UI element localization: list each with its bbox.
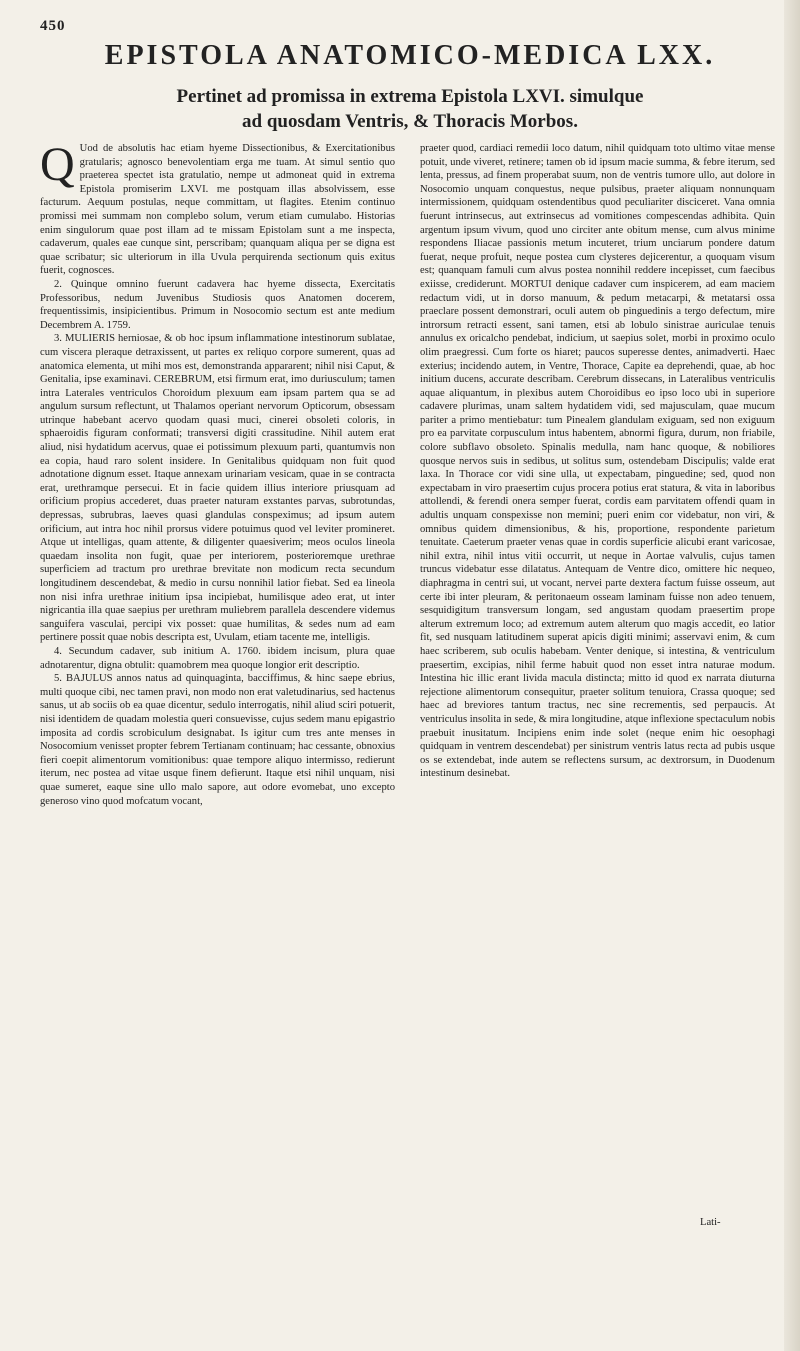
drop-cap: Q — [40, 138, 75, 191]
subtitle — [40, 84, 780, 134]
subtitle-line-2: ad quosdam Ventris, & Thoracis Morbos. — [242, 111, 578, 132]
paragraph-4: 4. Secundum cadaver, sub initium A. 1760. ibidem incisum, plura quae adnotarentur, digna obtulit: quamobrem mea quoque longior erit descriptio. — [40, 645, 395, 671]
page-title: EPISTOLA ANATOMICO-MEDICA LXX. — [104, 40, 716, 71]
left-column — [40, 138, 395, 808]
subtitle-line-1: Pertinet ad promissa in extrema Epistola LXVI. simulque — [176, 86, 644, 107]
paragraph-1-text: Uod de absolutis hac etiam hyeme Dissectionibus, & Exercitationibus gratularis; agnosco benevolentiam erga me tuam. At simul sentio quo praeterea spectet ista gratulatio, nempe ut admoneat quid in extrema Epistola promiserim LXVI. me postquam illas absolvissem, esse facturum. Aequum postulas, neque committam, ut flagites. Etenim continuo promissi mei summam non complebo solum, verum etiam cumulabo. Historias enim singulorum quae post illam ad te missam Epistolam sunt a me inspecta, cadaverum, quales eae cunque sint, perscribam; quanquam aliqua per se digna est quae scribatur; sic ulteriorum in illa Uvula perquirenda sectionum quis exitus fuerit, cognosces. — [40, 143, 395, 277]
page-number: 450 — [40, 18, 66, 34]
paragraph-5: 5. BAJULUS annos natus ad quinquaginta, bacciffimus, & hinc saepe ebrius, multi quoque cibi, nec tamen pravi, non modo non erat valetudinarius, sed hactenus sanus, ut ab sociis ob ea quae dicentur, sedulo interrogatis, nihil aliud sciri potuerit, nisi identidem de quadam molestia queri consuevisse, cujus sedem manu epigastrio imposita ad cordis scrobiculum designabat. Is igitur cum tres ante menses in Nosocomium venisset propter febrem Tertianam continuam; hac cessante, obnoxius fieri coepit alimentorum vomitionibus: quae tempore aliquo intermisso, redierunt iterum, nec postea ad vitae usque finem defierunt. Itaque etsi nihil unquam, nisi quae sumeret, eaque sine ullo malo sapore, aut odore evomebat, uno excepto generoso vino quod mofcatum vocant, — [40, 673, 395, 807]
page-edge — [784, 0, 800, 1351]
paragraph-1 — [40, 138, 395, 278]
paragraph-2: 2. Quinque omnino fuerunt cadavera hac hyeme dissecta, Exercitatis Professoribus, nedum Juvenibus Studiosis quos Anatomen docerem, frequentissimis, insipicientibus. Primum in Nosocomio sectum est ante medium Decembrem A. 1759. — [40, 278, 395, 331]
catchword: Lati- — [700, 1217, 721, 1228]
right-column — [420, 142, 775, 781]
paragraph-3: 3. MULIERIS herniosae, & ob hoc ipsum inflammatione intestinorum sublatae, cum viscera pleraque detraxissent, ut partes ex reliquo corpore sumerent, quas ad anatomica elementa, ut mihi mos est, demonstranda appararent; nihil nisi Caput, & Genitalia, ipse examinavi. CEREBRUM, etsi firmum erat, imo duriusculum; tamen intra Laterales ventriculos Choroidum plexuum eam ipsam partem qua se ad angulum sursum reflectunt, ut Thalamos operiant nervorum Opticorum, obsessam utrinque habebant acervo quodam quasi muci, cinerei obsoleti coloris, in sphaeroidis figuram conformati; transversi digiti crassitudine. Nihil autem erat aliud, nisi hydatidum acervus, quae ei potissimum plexuum parti, quantumvis non ea copia, haud raro solent insidere. In Genitalibus quidquam non fuit quod adnotatione dignum esset. Itaque annexam urinariam vesicam, quae in se contracta erat, urethramque persecui. Et in facie quidem illius interiore priusquam ad orificium propius accederet, duas praeter naturam exstantes parvas, subrotundas, depressas, subrubras, laeves quasi glandulas conspeximus; ad ipsum autem orificium, aut intra hoc nihil prorsus videre potuimus quod vel leviter promineret. Atque ut intelligas, quam attente, & diligenter quaesiverim; meos oculos lineola quaedam insolita non fugit, quae per interiorem, posterioremque urethrae superficiem ad tractum pro urethrae brevitate non modicum recta secundum longitudinem descendebat, & medio in cursu nonnihil latior fiebat. Sed ea lineola non nisi infra urethrae initium ipsa incipiebat, humilisque adeo erat, ut inter nigricantia illa quae saepius per urethram muliebrem parallela descendere videmus sanguifera vasculai, percipi vix posset: quae humilitas, & sedes num ad eam pertinere possit quae nobis descripta est, Uvulam, etiam tacente me, intelligis. — [40, 333, 395, 644]
paragraph-6: praeter quod, cardiaci remedii loco datum, nihil quidquam toto ultimo vitae mense potuit, unde viveret, retinere; tamen ob id ipsum macie summa, & febre iterum, sed lenta, pressus, ad finem properabat suum, non de ventris tumore ullo, aut dolore in Nosocomio unquam conquestus, neque pulsibus, praeter aliquam nonnunquam intermissionem, quidquam ostendentibus quod peculiariter disciceret. Vana omnia fuerunt intrinsecus, aut extrinsecus ad vomitiones compescendas adhibita. Quin argentum ipsum vivum, quod uno circiter ante obitum mense, cum alvus minime respondens Iliacae passionis metum incuteret, trium unciarum pondere datum fuerat, neque profuit, neque postea cum clysteres dejicerentur, a quoquam visum est; quanquam famuli cum alvus postea nonnihil reddere incepisset, cum faecibus exiisse, crediderunt. MORTUI denique cadaver cum inspicerem, ad eam maciem redactum vidi, ut in dorso manuum, & pedum metacarpi, & metatarsi ossa praeclare possent demonstrari, oculi autem ob pinguedinis a tergo defectum, mire introrsum retracti essent, sani tamen, etsi ab lobulo sinistrae auriculae tenuis annulus ex oricalcho pendebat, indicium, ut saepius solet, morbi in proximo oculo olim praegressi. Cum forte os hiaret; paucos superesse dentes, animadverti. Haec exterius; incidendo autem, in Ventre, Thorace, Capite ea deprehendi, quae, ab hoc initium ducens, accurate describam. Cerebrum dissecans, in Lateralibus ventriculis aquae aliquantum, in plexibus autem Choroidibus eo ipso loco ubi in superiore cadavere plurimas, unam saltem hydatidem vidi, sed majusculam, quae mucum pariter a primo mentiebatur: tum Pinealem glandulam exiguam, sed non exiguum pro ea parvitate corpusculum intus habentem, abnormi figura, durum, non friabile, colore subflavo obsoleto. Spinalis medulla, nam hanc quoque, & nobiliores quosque nervos suis in sedibus, ut solitus sum, ostendebam Discipulis; valde erat laxa. In Thorace cor vidi sine ulla, ut expectabam, pinguedine; sed, quod non expectabam in viro praesertim cujus procera potius erat statura, & vita in laboribus attollendi, & ferendi onera semper fuerat, cordis eam parvitatem offendi quam in adultis unquam conspexisse non memini; pueri enim cor videbatur, non viri, & omnibus quidem dimensionibus, & his, proportione, respondente parietum tenuitate. Caeterum praeter venas quae in cordis superficie alicubi erant varicosae, nihil extra, nihil intus vitii occurrit, ut neque in Aortae valvulis, cujus tamen truncus videbatur esse dilatatus. Antequam de Ventre dico, omittere hic nequeo, diaphragma in centri sui, ut vocant, nervei parte dextera factum fuisse osseum, aut certe ibi inter pleuram, & peritonaeum osseam laminam fuisse non adeo tenuem, sesquidigitum transversum longam, sed angustam quodam praesertim prope alterum extremum loco; ad extremum autem alterum quo magis accedit, eo latior fit, sed nusquam latitudinem superat apicis digiti minimi; asservavi enim, & cum haec scriberem, sub oculis habebam. Venter denique, si intestina, & ventriculum praesertim, excipias, nihil ferme habuit quod non esset intra naturae modum. Intestina hic illic erant livida macula distincta; mitto id quod ex narrata diuturna rejectione alimentorum consequitur, praeter solitum tenuiora, Crassa quoque; sed haec ad breviores tantum tractus, nec sine recrementis, sed perpaucis. At ventriculus insolita in sede, & mira longitudine, atque inflexione spectaculum nobis praebuit inusitatum. Incipiens enim inde solet (neque enim hic oesophagi quidquam in ventrem descendebat) per sinistrum ventris latus recta ad pubis usque os se extendebat, inde autem se reflectens sursum, ac dextrorsum, in Duodenum intestinum desinebat. — [420, 143, 775, 780]
